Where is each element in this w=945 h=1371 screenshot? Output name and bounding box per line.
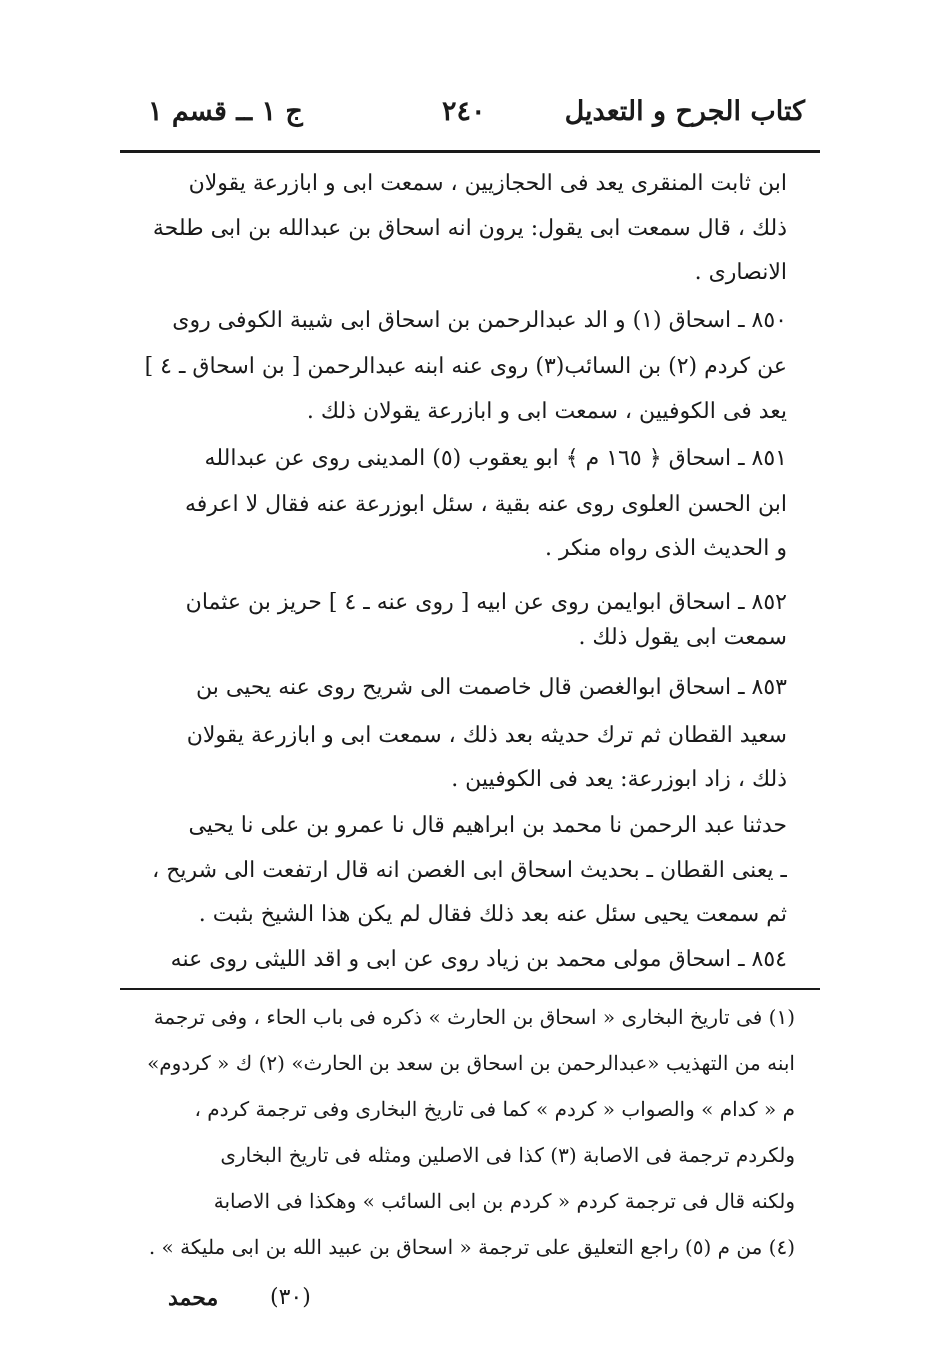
footnote-line: ابنه من التهذيب «عبدالرحمن بن اسحاق بن سعد بن الحارث» (٢) ك « كردوم» [147, 1051, 795, 1075]
footnote-line: ولكردم ترجمة فى الاصابة (٣) كذا فى الاصلين ومثله فى تاريخ البخارى [220, 1143, 795, 1167]
body-line: عن كردم (٢) بن السائب(٣) روى عنه ابنه عبدالرحمن [ بن اسحاق ـ ٤ ] [144, 354, 787, 379]
footnote-line: ولكنه قال فى ترجمة كردم « كردم بن ابى السائب » وهكذا فى الاصابة [213, 1189, 795, 1213]
body-line: ـ يعنى القطان ـ بحديث اسحاق ابى الغصن انه قال ارتفعت الى شريح ، [152, 858, 787, 883]
page-number: ٢٤٠ [442, 96, 486, 127]
footnote-line: (١) فى تاريخ البخارى « اسحاق بن الحارث » ذكره فى باب الحاء ، وفى ترجمة [153, 1005, 795, 1029]
footnote-rule [120, 988, 820, 990]
entry-850: ٨٥٠ ـ اسحاق (١) و الد عبدالرحمن بن اسحاق ابى شيبة الكوفى روى [172, 308, 787, 333]
body-line: ذلك ، قال سمعت ابى يقول: يرون انه اسحاق بن عبدالله بن ابى طلحة [152, 216, 787, 241]
body-line: حدثنا عبد الرحمن نا محمد بن ابراهيم قال نا عمرو بن على نا يحيى [188, 813, 787, 838]
entry-854: ٨٥٤ ـ اسحاق مولى محمد بن زياد روى عن ابى و اقد الليثى روى عنه [170, 947, 787, 972]
body-line: يعد فى الكوفيين ، سمعت ابى و ابازرعة يقولان ذلك . [306, 399, 787, 424]
body-line: ابن الحسن العلوى روى عنه بقية ، سئل ابوزرعة عنه فقال لا اعرفه [184, 492, 787, 517]
header-rule [120, 150, 820, 153]
footnote-line: (٤) من م (٥) راجع التعليق على ترجمة « اسحاق بن عبيد الله بن ابى مليكة » . [148, 1235, 795, 1259]
body-line: ثم سمعت يحيى سئل عنه بعد ذلك فقال لم يكن هذا الشيخ بثبت . [198, 902, 787, 927]
body-line: سمعت ابى يقول ذلك . [578, 625, 787, 650]
signature-number: (٣٠) [270, 1285, 311, 1310]
body-line: ذلك ، زاد ابوزرعة: يعد فى الكوفيين . [451, 767, 787, 792]
volume-label: ج ١ ــ قسم ١ [148, 96, 303, 127]
signature-name: محمد [168, 1285, 219, 1311]
body-line: سعيد القطان ثم ترك حديثه بعد ذلك ، سمعت ابى و ابازرعة يقولان [186, 723, 787, 748]
body-line: ابن ثابت المنقرى يعد فى الحجازيين ، سمعت ابى و ابازرعة يقولان [188, 171, 787, 196]
entry-851: ٨٥١ ـ اسحاق ﴿ ١٦٥ م ﴾ ابو يعقوب (٥) المدينى روى عن عبدالله [204, 446, 787, 471]
entry-853: ٨٥٣ ـ اسحاق ابوالغصن قال خاصمت الى شريح روى عنه يحيى بن [196, 675, 787, 700]
footnote-line: م « كدام » والصواب « كردم » كما فى تاريخ البخارى وفى ترجمة كردم ، [194, 1097, 795, 1121]
entry-852: ٨٥٢ ـ اسحاق ابوايمن روى عن ابيه [ روى عنه ـ ٤ ] حريز بن عثمان [185, 590, 787, 615]
book-title: كتاب الجرح و التعديل [564, 96, 805, 127]
body-line: الانصارى . [694, 260, 787, 285]
body-line: و الحديث الذى رواه منكر . [544, 536, 787, 561]
